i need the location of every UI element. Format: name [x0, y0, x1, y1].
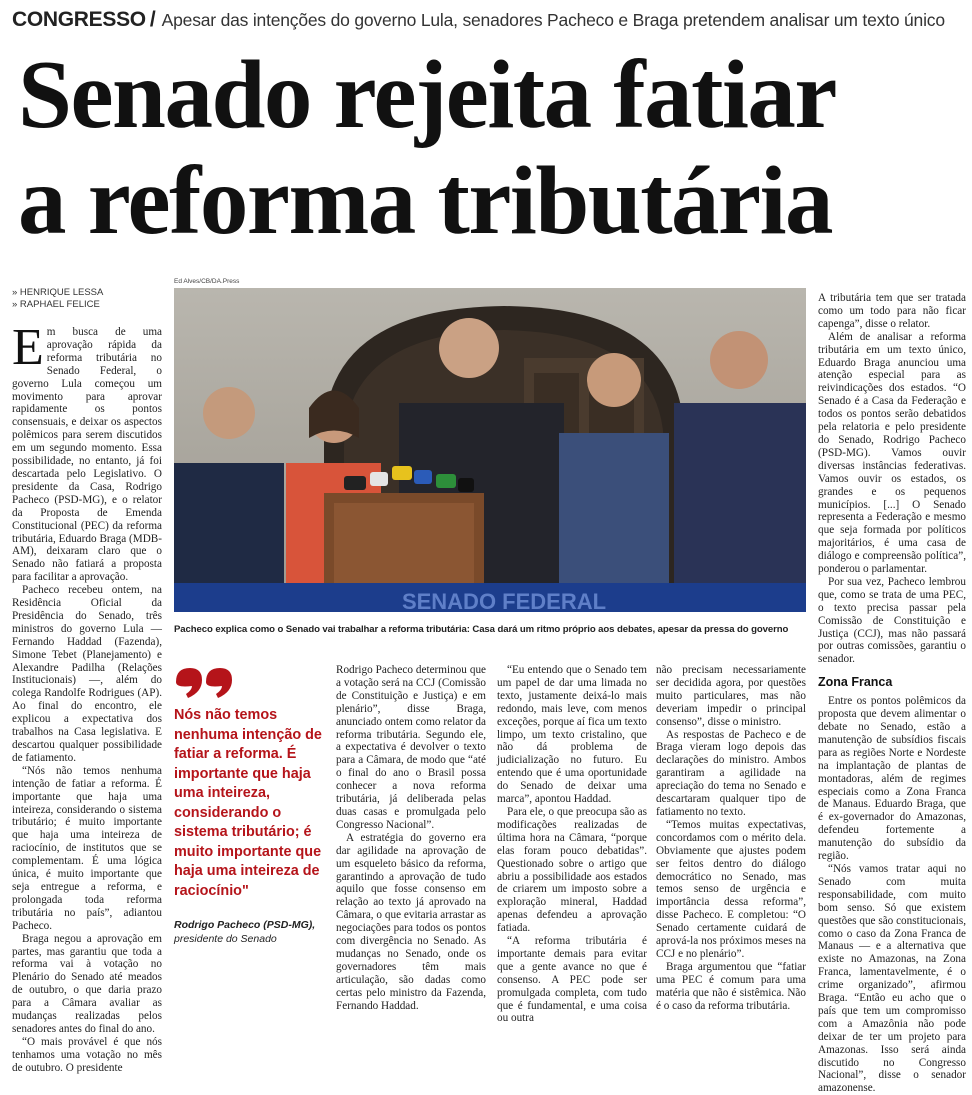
headline-line-2: a reforma tributária [18, 147, 833, 254]
byline: » HENRIQUE LESSA [12, 287, 104, 298]
pull-quote: Nós não temos nenhuma intenção de fatiar a reforma. É importante que haja uma inteireza, considerando o sistema tributário; é muito importante que haja uma inteireza de raciocínio" [174, 707, 322, 899]
paragraph: “Temos muitas expectativas, concordamos com o mérito dela. Obviamente que ajustes podem ser feitos dentro do diálogo democrático no Senado, mas temos senso de urgência e importância dessa reforma”, disse Pacheco. E completou: “O Senado certamente cuidará de aprová-la nos próximos meses na CCJ e no plenário”. [656, 818, 806, 960]
paragraph: Entre os pontos polêmicos da proposta que devem alimentar o debate no Senado, estão a manutenção de subsídios fiscais para as regiões Norte e Nordeste na implantação de plantas de montadoras, além de regimes especiais como a Zona Franca de Manaus. Eduardo Braga, que é ex-governador do Amazonas, defendeu fortemente a manutenção do subsídio da região. [818, 695, 966, 863]
paragraph: Braga negou a aprovação em partes, mas garantiu que toda a reforma vai à votação no Plenário do Senado até meados de outubro, o que daria prazo para a Câmara avaliar as mudanças realizadas pelos senadores antes do final do ano. [12, 932, 162, 1035]
subheading: Zona Franca [818, 675, 893, 690]
paragraph: “A reforma tributária é importante demais para evitar que a gente avance no que é consenso. A PEC pode ser promulgada completa, com tudo que é fundamental, e uma coisa ou outra [497, 935, 647, 1025]
paragraph: Pacheco recebeu ontem, na Residência Oficial da Presidência do Senado, três ministros do governo Lula — Fernando Haddad (Fazenda), Simone Tebet (Planejamento) e Alexandre Padilha (Relações Institucionais) —, além do colega Randolfe Rodrigues (AP). Ao final do encontro, ele explicou a expectativa dos trabalhos na Casa legislativa. E descartou qualquer possibilidade de fatiamento. [12, 584, 162, 764]
pull-quote-attribution [174, 918, 334, 946]
headline-line-1: Senado rejeita fatiar [18, 41, 836, 148]
paragraph: “Nós vamos tratar aqui no Senado com muita responsabilidade, com muito bom senso. Só que existem questões que são constitucionais, como o caso da Zona Franca de Manaus — e a alternativa que existe no Amazonas, na Zona Franca, lamentavelmente, é o crime organizado”, afirmou Braga. “Então eu acho que o país que tem um compromisso com a Amazônia não pode deixar de ter um projeto para Amazonas. Isso será ainda discutido no Congresso Nacional”, disse o senador amazonense. [818, 862, 966, 1095]
paragraph: As respostas de Pacheco e de Braga vieram logo depois das declarações do ministro. Ambos garantiram a agilidade na apreciação do tema no Senado e descartaram qualquer tipo de fatiamento no texto. [656, 728, 806, 818]
quote-author-role: presidente do Senado [174, 933, 277, 945]
paragraph: Por sua vez, Pacheco lembrou que, como se trata de uma PEC, o texto precisa passar pela Comissão de Constituição e Justiça (CCJ), mas não passará por outras comissões, garantiu o senador. [818, 575, 966, 666]
paragraph: A tributária tem que ser tratada como um todo para não ficar capenga”, disse o relator. [818, 292, 966, 330]
photo-banner-text: SENADO FEDERAL [401, 589, 607, 612]
photo-credit: Ed Alves/CB/DA.Press [174, 278, 240, 285]
drop-cap: E [12, 319, 44, 376]
paragraph: “Nós não temos nenhuma intenção de fatiar a reforma. É importante que haja uma inteireza, considerando o sistema tributário; é muito importante que haja uma inteireza de raciocínio, de institutos que se complementam. É uma lógica única, é muito importante que seja entregue a reforma, e prolongada toda reforma tributária no país”, adiantou Pacheco. [12, 764, 162, 932]
article-column-4 [497, 664, 647, 1025]
headline [18, 42, 958, 254]
paragraph: Para ele, o que preocupa são as modificações realizadas de última hora na Câmara, “porque elas foram pouco debatidas”. Questionado sobre o artigo que abriu a possibilidade aos estados de criarem um imposto sobre a exploração mineral, Haddad apenas defendeu a aprovação fatiada. [497, 805, 647, 935]
paragraph: “O mais provável é que nós tenhamos uma votação no mês de outubro. O presidente [12, 1035, 162, 1074]
paragraph: Além de analisar a reforma tributária em um texto único, Eduardo Braga anunciou uma atenção especial para as reivindicações dos estados. “O Senado é a Casa da Federação e todos os pontos serão debatidos pela relatoria e pelo presidente do Senado, Rodrigo Pacheco (PSD-MG). Vamos ouvir diversas instâncias federativas. Vamos ouvir os estados, os grandes e os pequenos municípios. [...] O Senado representa a Federação e mesmo que seja formada por políticos majoritários, é uma casa de diálogo e compreensão política”, ponderou o parlamentar. [818, 330, 966, 576]
paragraph: Braga argumentou que “fatiar uma PEC é comum para uma matéria que não é sistêmica. Não é o caso da reforma tributária. [656, 960, 806, 1012]
article-column-1 [12, 319, 162, 1075]
bylines [12, 287, 172, 311]
article-column-5 [656, 664, 806, 1012]
paragraph: não precisam necessariamente ser decidida agora, por questões muito particulares, mas não deveriam impedir o principal consenso”, disse o ministro. [656, 664, 806, 728]
section-label: CONGRESSO [12, 8, 146, 31]
paragraph: “Eu entendo que o Senado tem um papel de dar uma limada no texto, justamente deixá-lo mais redondo, mais leve, com menos exceções, porque aí fica um texto limpo, um texto cristalino, que não dá problema de judicialização no futuro. Eu entendo que é uma oportunidade do Senado de deixar uma marca”, apontou Haddad. [497, 664, 647, 806]
article-photo [174, 288, 806, 612]
kicker [12, 8, 962, 34]
article-column-3 [336, 664, 486, 1012]
paragraph: Em busca de uma aprovação rápida da reforma tributária no Senado Federal, o governo Lula começou um movimento para aprovar rapidamente os pontos consensuais, e deixar os aspectos polêmicos para serem discutidos em um segundo momento. Essa possibilidade, no entanto, já foi descartada pelo Legislativo. O presidente da Casa, Rodrigo Pacheco (PSD-MG), e o relator da Proposta de Emenda Constitucional (PEC) da reforma tributária, Eduardo Braga (MDB-AM), deixaram claro que o Senado não fatiará a proposta para facilitar a aprovação. [12, 319, 162, 584]
kicker-subtitle: Apesar das intenções do governo Lula, senadores Pacheco e Braga pretendem analisar um texto único [161, 10, 945, 30]
quote-mark-icon [174, 666, 236, 705]
kicker-slash: / [149, 8, 156, 31]
article-column-6 [818, 292, 966, 1095]
photo-caption: Pacheco explica como o Senado vai trabalhar a reforma tributária: Casa dará um ritmo próprio aos debates, apesar da pressa do governo [174, 624, 789, 635]
paragraph: Rodrigo Pacheco determinou que a votação será na CCJ (Comissão de Constituição e Justiça) e em plenário”, disse Braga, anunciado ontem como relator da reforma tributária. Segundo ele, a expectativa é devolver o texto para a Câmara, de modo que “até o final do ano o Brasil possa conhecer a nova reforma tributária, já deliberada pelas duas casas e promulgada pelo Congresso Nacional”. [336, 664, 486, 831]
paragraph: A estratégia do governo era dar agilidade na aprovação de um esqueleto básico da reforma, garantindo a aprovação de tudo aquilo que fosse consenso em relação ao texto já aprovado na Câmara, o que evitaria arrastar as negociações para todos os pontos com divergência no Senado. As mudanças no Senado, onde os governadores têm mais articulação, são dadas como certas pelo ministro da Fazenda, Fernando Haddad. [336, 831, 486, 1012]
photo-illustration [174, 288, 806, 612]
quote-author-name: Rodrigo Pacheco (PSD-MG), [174, 919, 316, 931]
byline: » RAPHAEL FELICE [12, 299, 100, 310]
